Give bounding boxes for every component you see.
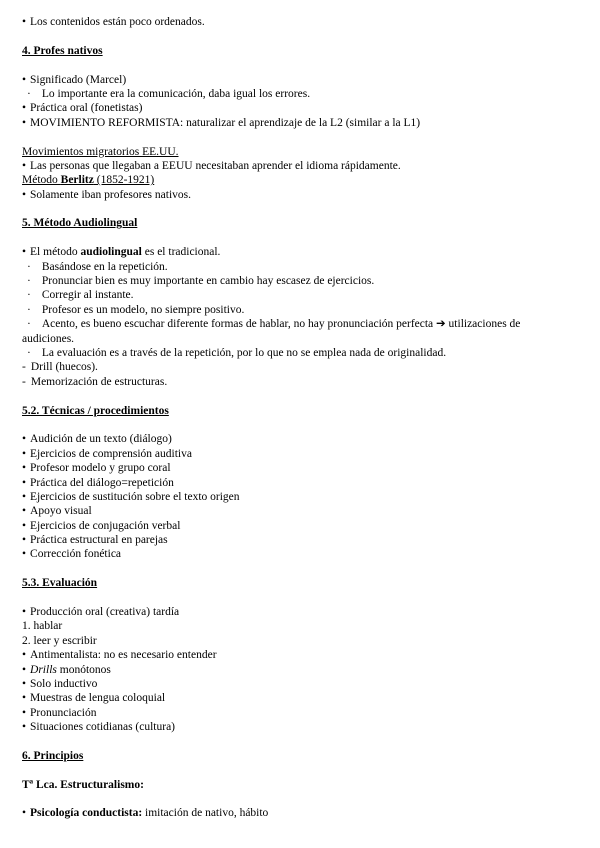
bullet-marker: · bbox=[27, 275, 31, 288]
bullet-marker: • bbox=[22, 73, 27, 86]
blank-line bbox=[22, 130, 592, 144]
text-run: 4. Profes nativos bbox=[22, 44, 103, 57]
bullet-item bbox=[22, 447, 592, 461]
sub-bullet-item bbox=[22, 87, 592, 101]
bullet-marker: • bbox=[22, 548, 27, 561]
text-run: Movimientos migratorios EE.UU. bbox=[22, 145, 179, 158]
bullet-marker: • bbox=[22, 505, 27, 518]
text-line bbox=[22, 778, 592, 792]
text-run: Acento, es bueno escuchar diferente formas de hablar, no hay pronunciación perfecta ➔ utilizaciones de bbox=[41, 318, 521, 331]
text-run: Lo importante era la comunicación, daba igual los errores. bbox=[41, 87, 311, 100]
dash-item bbox=[22, 375, 592, 389]
text-line bbox=[22, 332, 592, 346]
blank-line bbox=[22, 231, 592, 245]
text-run: Profesor es un modelo, no siempre positivo. bbox=[41, 303, 245, 316]
sub-bullet-item bbox=[22, 260, 592, 274]
heading-line bbox=[22, 216, 592, 230]
bullet-item bbox=[22, 476, 592, 490]
bullet-marker: • bbox=[22, 807, 27, 820]
bullet-item bbox=[22, 490, 592, 504]
bullet-item bbox=[22, 504, 592, 518]
text-run: imitación de nativo, hábito bbox=[142, 807, 269, 820]
text-run: Berlitz bbox=[60, 174, 94, 187]
text-run: Drill (huecos). bbox=[30, 361, 98, 374]
text-run: 5.2. Técnicas / procedimientos bbox=[22, 404, 169, 417]
text-run: 5.3. Evaluación bbox=[22, 577, 98, 590]
bullet-item bbox=[22, 519, 592, 533]
text-run: Método bbox=[22, 174, 61, 187]
bullet-item bbox=[22, 533, 592, 547]
bullet-marker: • bbox=[22, 433, 27, 446]
text-run: La evaluación es a través de la repetición, por lo que no se emplea nada de originalidad. bbox=[41, 346, 447, 359]
bullet-marker: • bbox=[22, 663, 27, 676]
bullet-marker: • bbox=[22, 721, 27, 734]
text-run: Audición de un texto (diálogo) bbox=[30, 433, 172, 446]
bullet-item bbox=[22, 720, 592, 734]
text-run: Apoyo visual bbox=[30, 505, 92, 518]
bullet-item bbox=[22, 806, 592, 820]
text-run: Pronunciación bbox=[30, 706, 97, 719]
text-run: Basándose en la repetición. bbox=[41, 260, 168, 273]
text-run: es el tradicional. bbox=[141, 246, 221, 259]
text-run: Corrección fonética bbox=[30, 548, 122, 561]
text-run: Significado (Marcel) bbox=[30, 73, 127, 86]
blank-line bbox=[22, 591, 592, 605]
text-run: Ejercicios de sustitución sobre el texto origen bbox=[30, 490, 240, 503]
sub-bullet-item bbox=[22, 317, 592, 331]
heading-line bbox=[22, 576, 592, 590]
text-run: Solo inductivo bbox=[30, 677, 98, 690]
bullet-item bbox=[22, 73, 592, 87]
bullet-marker: • bbox=[22, 188, 27, 201]
bullet-marker: • bbox=[22, 476, 27, 489]
blank-line bbox=[22, 29, 592, 43]
bullet-marker: • bbox=[22, 16, 27, 28]
text-run: Drills bbox=[30, 663, 57, 676]
blank-line bbox=[22, 58, 592, 72]
dash-marker: - bbox=[22, 361, 26, 374]
text-run: Situaciones cotidianas (cultura) bbox=[30, 721, 176, 734]
bullet-item bbox=[22, 15, 592, 29]
sub-bullet-item bbox=[22, 274, 592, 288]
bullet-item bbox=[22, 648, 592, 662]
bullet-item bbox=[22, 547, 592, 561]
text-run: 5. Método Audiolingual bbox=[22, 217, 138, 230]
text-line bbox=[22, 634, 592, 648]
text-run: monótonos bbox=[56, 663, 111, 676]
text-run: 6. Principios bbox=[22, 749, 84, 762]
bullet-item bbox=[22, 159, 592, 173]
text-run: Práctica del diálogo=repetición bbox=[30, 476, 174, 489]
text-run: Ejercicios de conjugación verbal bbox=[30, 519, 181, 532]
sub-bullet-item bbox=[22, 288, 592, 302]
blank-line bbox=[22, 735, 592, 749]
blank-line bbox=[22, 418, 592, 432]
text-run: MOVIMIENTO REFORMISTA: naturalizar el aprendizaje de la L2 (similar a la L1) bbox=[30, 116, 421, 129]
text-run: Ejercicios de comprensión auditiva bbox=[30, 447, 192, 460]
heading-line bbox=[22, 404, 592, 418]
bullet-item bbox=[22, 461, 592, 475]
bullet-item bbox=[22, 432, 592, 446]
text-run: Corregir al instante. bbox=[41, 289, 134, 302]
blank-line bbox=[22, 562, 592, 576]
text-run: audiciones. bbox=[22, 332, 75, 345]
bullet-marker: · bbox=[27, 289, 31, 302]
bullet-marker: • bbox=[22, 649, 27, 662]
blank-line bbox=[22, 763, 592, 777]
text-line bbox=[22, 173, 592, 187]
bullet-marker: · bbox=[27, 318, 31, 331]
bullet-marker: · bbox=[27, 346, 31, 359]
bullet-marker: • bbox=[22, 519, 27, 532]
dash-item bbox=[22, 360, 592, 374]
blank-line bbox=[22, 202, 592, 216]
bullet-marker: • bbox=[22, 159, 27, 172]
text-run: Práctica oral (fonetistas) bbox=[30, 102, 143, 115]
sub-bullet-item bbox=[22, 303, 592, 317]
text-run: 2. leer y escribir bbox=[22, 634, 97, 647]
text-run: Tª Lca. Estructuralismo: bbox=[22, 778, 144, 791]
heading-line bbox=[22, 44, 592, 58]
text-run: Los contenidos están poco ordenados. bbox=[30, 16, 205, 28]
bullet-marker: · bbox=[27, 260, 31, 273]
text-run: Solamente iban profesores nativos. bbox=[30, 188, 191, 201]
bullet-marker: · bbox=[27, 87, 31, 100]
text-run: El método bbox=[30, 246, 81, 259]
text-run: Pronunciar bien es muy importante en cambio hay escasez de ejercicios. bbox=[41, 275, 375, 288]
text-run: Producción oral (creativa) tardía bbox=[30, 606, 180, 619]
bullet-marker: • bbox=[22, 692, 27, 705]
sub-bullet-item bbox=[22, 346, 592, 360]
bullet-marker: • bbox=[22, 490, 27, 503]
dash-marker: - bbox=[22, 375, 26, 388]
blank-line bbox=[22, 792, 592, 806]
text-run: Antimentalista: no es necesario entender bbox=[30, 649, 217, 662]
bullet-marker: • bbox=[22, 534, 27, 547]
bullet-item bbox=[22, 691, 592, 705]
bullet-marker: · bbox=[27, 303, 31, 316]
bullet-marker: • bbox=[22, 706, 27, 719]
text-run: Muestras de lengua coloquial bbox=[30, 692, 166, 705]
heading-line bbox=[22, 749, 592, 763]
text-run: Memorización de estructuras. bbox=[30, 375, 168, 388]
text-run: audiolingual bbox=[80, 246, 142, 259]
bullet-item bbox=[22, 605, 592, 619]
bullet-marker: • bbox=[22, 606, 27, 619]
bullet-marker: • bbox=[22, 102, 27, 115]
text-run: 1. hablar bbox=[22, 620, 63, 633]
bullet-item bbox=[22, 663, 592, 677]
bullet-marker: • bbox=[22, 116, 27, 129]
text-run: Profesor modelo y grupo coral bbox=[30, 462, 171, 475]
bullet-marker: • bbox=[22, 447, 27, 460]
text-run: Psicología conductista: bbox=[30, 807, 143, 820]
bullet-item bbox=[22, 245, 592, 259]
text-line bbox=[22, 145, 592, 159]
bullet-item bbox=[22, 706, 592, 720]
bullet-item bbox=[22, 677, 592, 691]
text-run: (1852-1921) bbox=[93, 174, 155, 187]
bullet-item bbox=[22, 116, 592, 130]
bullet-marker: • bbox=[22, 462, 27, 475]
blank-line bbox=[22, 389, 592, 403]
text-run: Las personas que llegaban a EEUU necesitaban aprender el idioma rápidamente. bbox=[30, 159, 401, 172]
text-line bbox=[22, 619, 592, 633]
bullet-marker: • bbox=[22, 677, 27, 690]
text-run: Práctica estructural en parejas bbox=[30, 534, 168, 547]
bullet-marker: • bbox=[22, 246, 27, 259]
bullet-item bbox=[22, 101, 592, 115]
bullet-item bbox=[22, 188, 592, 202]
